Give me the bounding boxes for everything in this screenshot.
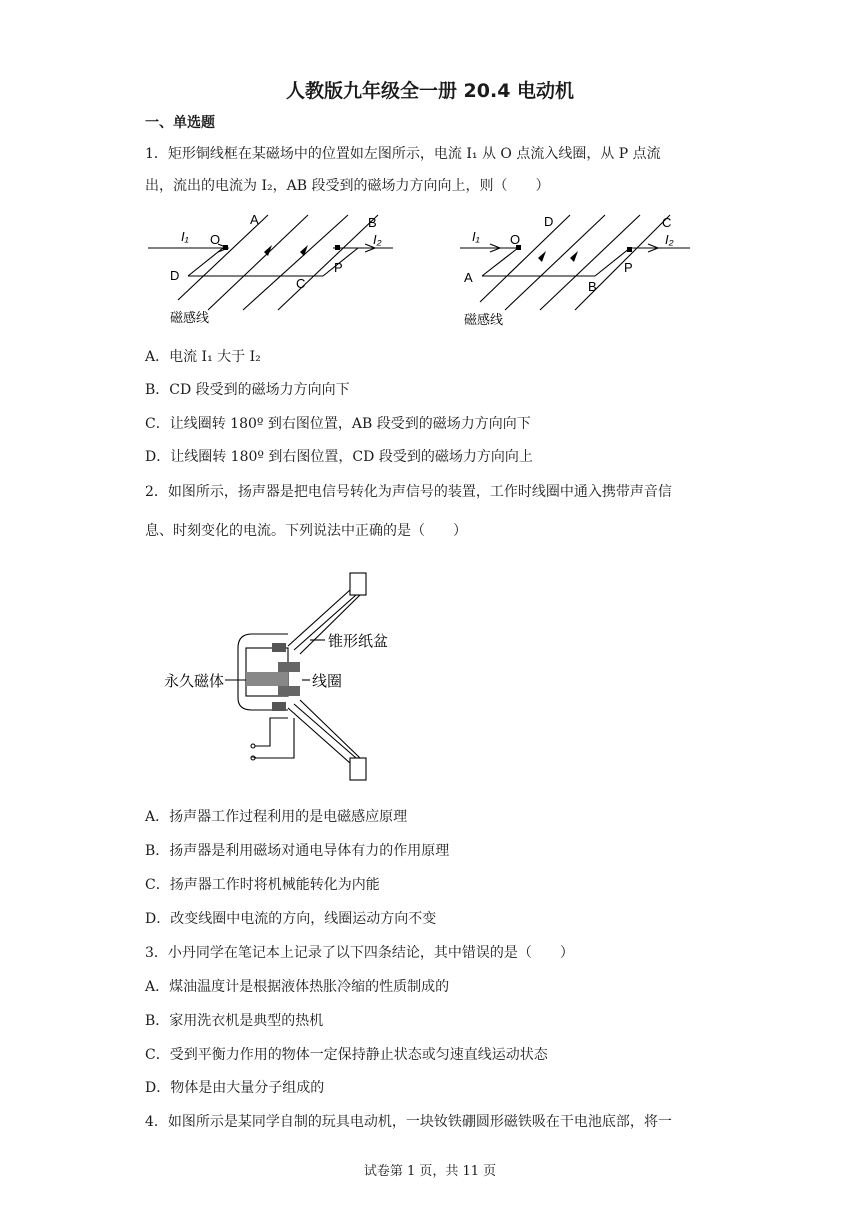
caption-field-lines: 磁感线 [464, 312, 504, 327]
caption-field-lines: 磁感线 [170, 310, 210, 325]
coil-top [278, 662, 300, 672]
label-P: P [334, 260, 343, 275]
label-coil: 线圈 [312, 673, 343, 690]
figure1-right-diagram [460, 210, 700, 330]
label-magnet: 永久磁体 [164, 673, 225, 690]
q2-option-d: D．改变线圈中电流的方向，线圈运动方向不变 [145, 911, 437, 927]
label-I2: I₂ [665, 232, 674, 247]
q2-option-b: B．扬声器是利用磁场对通电导体有力的作用原理 [145, 843, 450, 859]
q3-option-b: B．家用洗衣机是典型的热机 [145, 1013, 324, 1029]
q1-option-d: D．让线圈转 180º 到右图位置，CD 段受到的磁场力方向向上 [145, 449, 533, 465]
label-B: B [368, 215, 377, 230]
point-P [627, 247, 632, 252]
q3-option-a: A．煤油温度计是根据液体热胀冷缩的性质制成的 [145, 979, 450, 995]
q2-stem-line1: 2．如图所示，扬声器是把电信号转化为声信号的装置，工作时线圈中通入携带声音信 [145, 484, 672, 500]
q2-option-a: A．扬声器工作过程利用的是电磁感应原理 [145, 809, 408, 825]
label-D: D [170, 268, 180, 283]
pole-piece-top [272, 643, 286, 652]
label-I1: I₁ [181, 229, 189, 244]
permanent-magnet-core [246, 672, 288, 686]
cone-rim-top [350, 573, 366, 595]
label-cone: 锥形纸盆 [328, 633, 389, 650]
q2-stem-line2: 息、时刻变化的电流。下列说法中正确的是（ ） [145, 523, 467, 539]
q1-option-c: C．让线圈转 180º 到右图位置，AB 段受到的磁场力方向向下 [145, 416, 531, 432]
q3-option-d: D．物体是由大量分子组成的 [145, 1080, 325, 1096]
label-B: B [588, 279, 597, 294]
label-I1: I₁ [472, 229, 480, 244]
label-I2: I₂ [373, 232, 382, 247]
lead-wire [255, 718, 288, 746]
lead-wire [255, 718, 294, 758]
coil-bottom [278, 686, 300, 696]
q1-stem-line2: 出，流出的电流为 I₂，AB 段受到的磁场力方向向上，则（ ） [145, 178, 550, 194]
field-line [480, 215, 570, 302]
field-arrow [300, 245, 308, 256]
field-line [178, 215, 268, 300]
terminal [251, 744, 255, 748]
section-heading: 一、单选题 [145, 115, 215, 131]
q3-option-c: C．受到平衡力作用的物体一定保持静止状态或匀速直线运动状态 [145, 1047, 548, 1063]
q1-option-a: A．电流 I₁ 大于 I₂ [145, 349, 261, 365]
figure2-speaker-diagram [160, 568, 420, 786]
cone-rim-bottom [350, 758, 366, 780]
frame-edge-AD [482, 248, 518, 276]
point-O [223, 245, 228, 250]
label-D: D [544, 214, 554, 229]
label-A: A [250, 212, 259, 227]
svg-text:~: ~ [250, 752, 257, 764]
page-footer: 试卷第 1 页，共 11 页 [363, 1164, 497, 1179]
label-P: P [624, 260, 633, 275]
q1-stem-line1: 1．矩形铜线框在某磁场中的位置如左图所示，电流 I₁ 从 O 点流入线圈，从 P 点流 [145, 146, 661, 162]
q4-stem-line1: 4．如图所示是某同学自制的玩具电动机，一块钕铁硼圆形磁铁吸在干电池底部，将一 [145, 1114, 672, 1130]
pole-piece-bottom [272, 702, 286, 711]
field-arrow [538, 251, 546, 262]
point-P [335, 245, 340, 250]
label-A: A [464, 270, 473, 285]
page-title: 人教版九年级全一册 20.4 电动机 [285, 80, 575, 102]
figure1-left-diagram [148, 210, 408, 330]
label-C: C [662, 215, 672, 230]
field-arrow [570, 251, 578, 262]
label-O: O [210, 232, 221, 247]
q3-stem: 3．小丹同学在笔记本上记录了以下四条结论，其中错误的是（ ） [145, 945, 574, 961]
q1-option-b: B．CD 段受到的磁场力方向向下 [145, 382, 350, 398]
q2-option-c: C．扬声器工作时将机械能转化为内能 [145, 877, 380, 893]
label-C: C [296, 276, 306, 291]
label-O: O [510, 232, 521, 247]
